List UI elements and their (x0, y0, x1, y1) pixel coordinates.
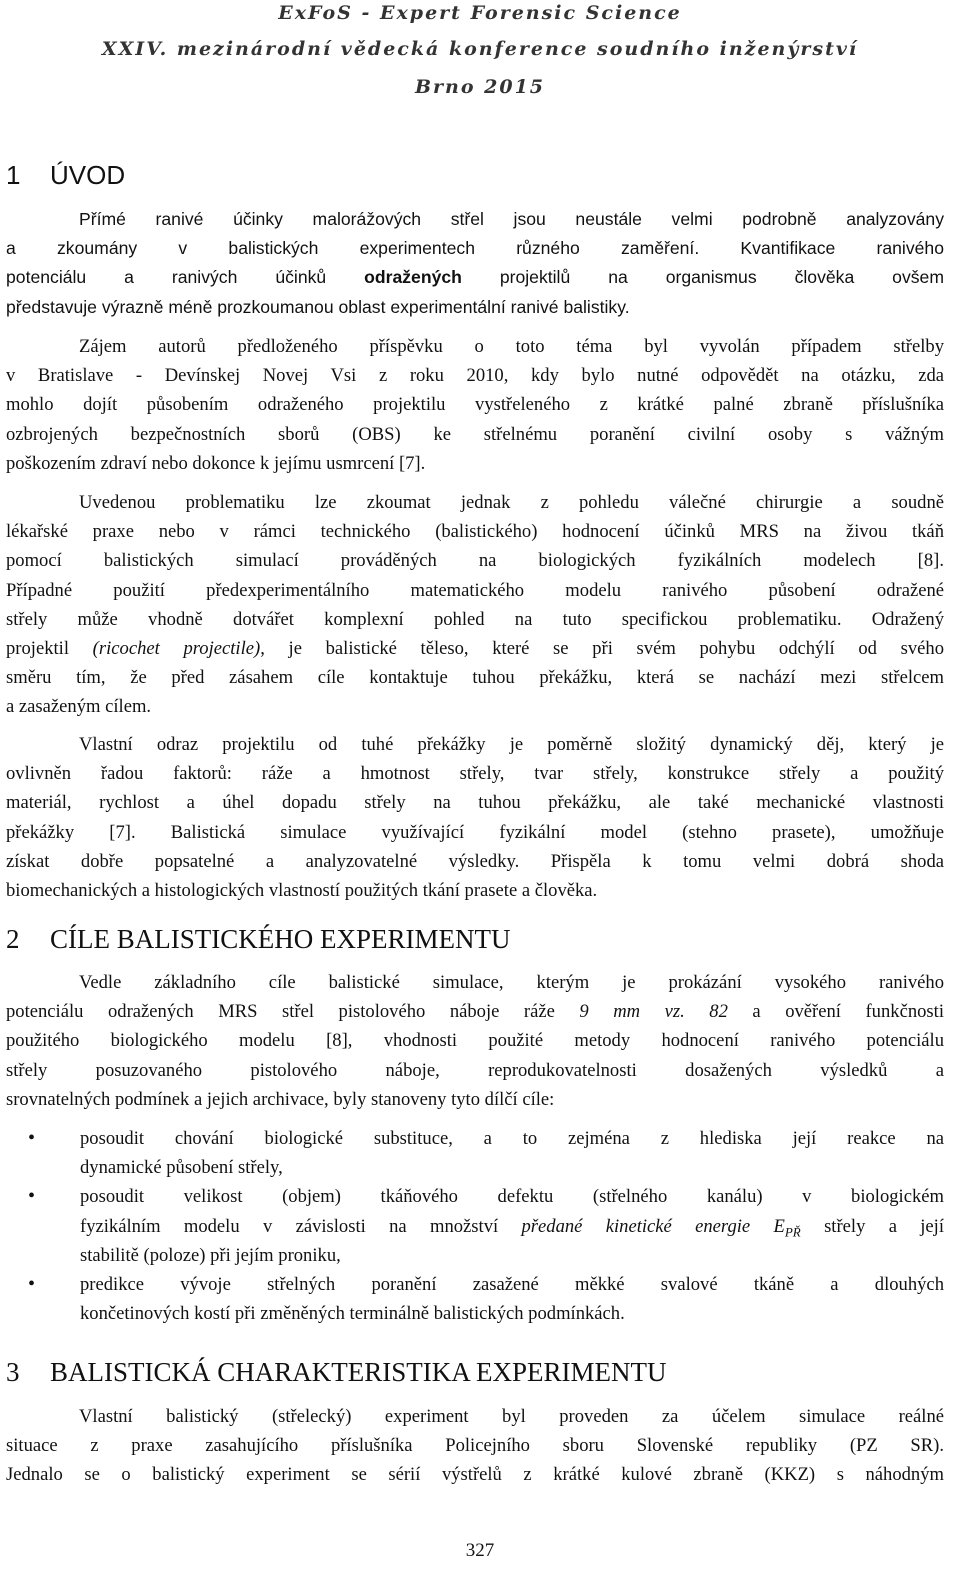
text-line: Jednalo se o balistický experiment se sérií výstřelů z krátké kulové zbraně (KKZ) s náhodným (6, 1464, 944, 1486)
text-line: střely může vhodně dotvářet komplexní pohled na tuto specifickou problematiku. Odražený (6, 608, 944, 630)
section-3-heading (6, 1357, 667, 1388)
italic-term: předané kinetické energie (521, 1215, 774, 1237)
text-line: směru tím, že před zásahem cíle kontaktuje tuhou překážku, která se nachází mezi střelcem (6, 667, 944, 689)
text-line: situace z praxe zasahujícího příslušníka Policejního sboru Slovenské republiky (PZ SR). (6, 1435, 944, 1457)
bold-term: odražených (364, 267, 462, 288)
text-line: fyzikálním modelu v závislosti na množství předané kinetické energie $E_{PŘ}$ střely a její (80, 1215, 944, 1240)
page-number: 327 (465, 1540, 495, 1561)
bullet-icon: • (28, 1185, 36, 1208)
section-2-heading (6, 924, 510, 955)
section-1-title: ÚVOD (50, 160, 126, 190)
section-1-paragraph-2 (6, 332, 944, 478)
text-line: pomocí balistických simulací prováděných na biologických fyzikálních modelech [8]. (6, 550, 944, 572)
header-location-year: Brno 2015 (414, 76, 546, 98)
text-line: posoudit velikost (objem) tkáňového defektu (střelného kanálu) v biologickém (80, 1186, 944, 1208)
italic-term: (ricochet projectile) (92, 637, 261, 659)
text-line: Zájem autorů předloženého příspěvku o toto téma byl vyvolán případem střelby (79, 336, 944, 357)
text-line: projektil (ricochet projectile), je balistické těleso, které se při svém pohybu odchýlí od svého (6, 637, 944, 659)
text-line: Vlastní balistický (střelecký) experiment byl proveden za účelem simulace reálné (79, 1406, 944, 1427)
text-line: získat dobře popsatelné a analyzovatelné výsledky. Přispěla k tomu velmi dobrá shoda (6, 850, 944, 872)
text-line: stabilitě (poloze) při jejím proniku, (80, 1244, 341, 1266)
text-line: materiál, rychlost a úhel dopadu střely na tuhou překážku, ale také mechanické vlastnosti (6, 792, 944, 814)
text-line: posoudit chování biologické substituce, a to zejména z hlediska její reakce na (80, 1128, 944, 1149)
text-line: představuje výrazně méně prozkoumanou oblast experimentální ranivé balistiky. (6, 296, 630, 317)
section-1-paragraph-1 (6, 205, 944, 322)
section-2-title: CÍLE BALISTICKÉHO EXPERIMENTU (50, 924, 511, 954)
text-line: Vlastní odraz projektilu od tuhé překážky je poměrně složitý dynamický děj, který je (79, 734, 944, 755)
text-line: překážky [7]. Balistická simulace využívající fyzikální model (stehno prasete), umožňuje (6, 821, 944, 843)
text-line: a zasaženým cílem. (6, 696, 152, 718)
text-line: končetinových kostí při změněných terminálně balistických podmínkách. (80, 1303, 625, 1325)
bullet-icon: • (28, 1127, 36, 1149)
text-line: dynamické působení střely, (80, 1157, 283, 1179)
text-line: ozbrojených bezpečnostních sborů (OBS) ke střelnému poranění civilní osoby s vážným (6, 423, 944, 445)
text-line: potenciálu a ranivých účinků odražených projektilů na organismus člověka ovšem (6, 267, 944, 288)
text-line: predikce vývoje střelných poranění zasažené měkké svalové tkáně a dlouhých (80, 1273, 944, 1295)
text-line: srovnatelných podmínek a jejich archivace, byly stanoveny tyto dílčí cíle: (6, 1088, 555, 1110)
list-item (6, 1270, 944, 1328)
bullet-icon: • (28, 1272, 36, 1295)
section-3-paragraph-1 (6, 1402, 944, 1490)
text-line: potenciálu odražených MRS střel pistolového náboje ráže 9 mm vz. 82 a ověření funkčnosti (6, 1001, 944, 1023)
text-line: použitého biologického modelu [8], vhodnosti použité metody hodnocení ranivého potenciálu (6, 1030, 944, 1052)
header-conference-subtitle: XXIV. mezinárodní vědecká konference soudního inženýrství (101, 38, 859, 60)
section-3-number: 3 (6, 1357, 20, 1387)
text-line: Vedle základního cíle balistické simulace, kterým je prokázání vysokého ranivého (79, 972, 944, 993)
section-3-title: BALISTICKÁ CHARAKTERISTIKA EXPERIMENTU (50, 1357, 667, 1387)
header-conference-name: ExFoS - Expert Forensic Science (278, 2, 682, 24)
list-item (6, 1124, 944, 1182)
energy-symbol: $E_{PŘ}$ (773, 1215, 801, 1240)
text-line: Případné použití předexperimentálního matematického modelu ranivého působení odražené (6, 579, 944, 601)
text-line: mohlo dojít působením odraženého projektilu vystřeleného z krátké palné zbraně příslušníka (6, 394, 944, 416)
section-1-paragraph-3 (6, 488, 944, 722)
text-line: ovlivněn řadou faktorů: ráže a hmotnost střely, tvar střely, konstrukce střely a použitý (6, 763, 944, 785)
text-line: a zkoumány v balistických experimentech různého zaměření. Kvantifikace ranivého (6, 238, 944, 259)
list-item (6, 1182, 944, 1270)
text-line: Uvedenou problematiku lze zkoumat jednak z pohledu válečné chirurgie a soudně (79, 492, 944, 513)
section-2-number: 2 (6, 924, 20, 954)
section-1-number: 1 (6, 160, 21, 190)
section-1-heading (6, 160, 125, 191)
text-line: střely posuzovaného pistolového náboje, reprodukovatelnosti dosažených výsledků a (6, 1059, 944, 1081)
text-line: poškozením zdraví nebo dokonce k jejímu usmrcení [7]. (6, 452, 426, 474)
text-line: v Bratislave - Devínskej Novej Vsi z roku 2010, kdy bylo nutné odpovědět na otázku, zda (6, 365, 944, 387)
section-1-paragraph-4 (6, 730, 944, 905)
section-2-paragraph-1 (6, 968, 944, 1114)
section-2-goal-list (6, 1124, 944, 1328)
text-line: lékařské praxe nebo v rámci technického (balistického) hodnocení účinků MRS na živou tkáň (6, 521, 944, 543)
text-line: biomechanických a histologických vlastností použitých tkání prasete a člověka. (6, 879, 598, 901)
italic-caliber: 9 mm vz. 82 (579, 1001, 728, 1023)
text-line: Přímé ranivé účinky malorážových střel jsou neustále velmi podrobně analyzovány (79, 209, 944, 229)
